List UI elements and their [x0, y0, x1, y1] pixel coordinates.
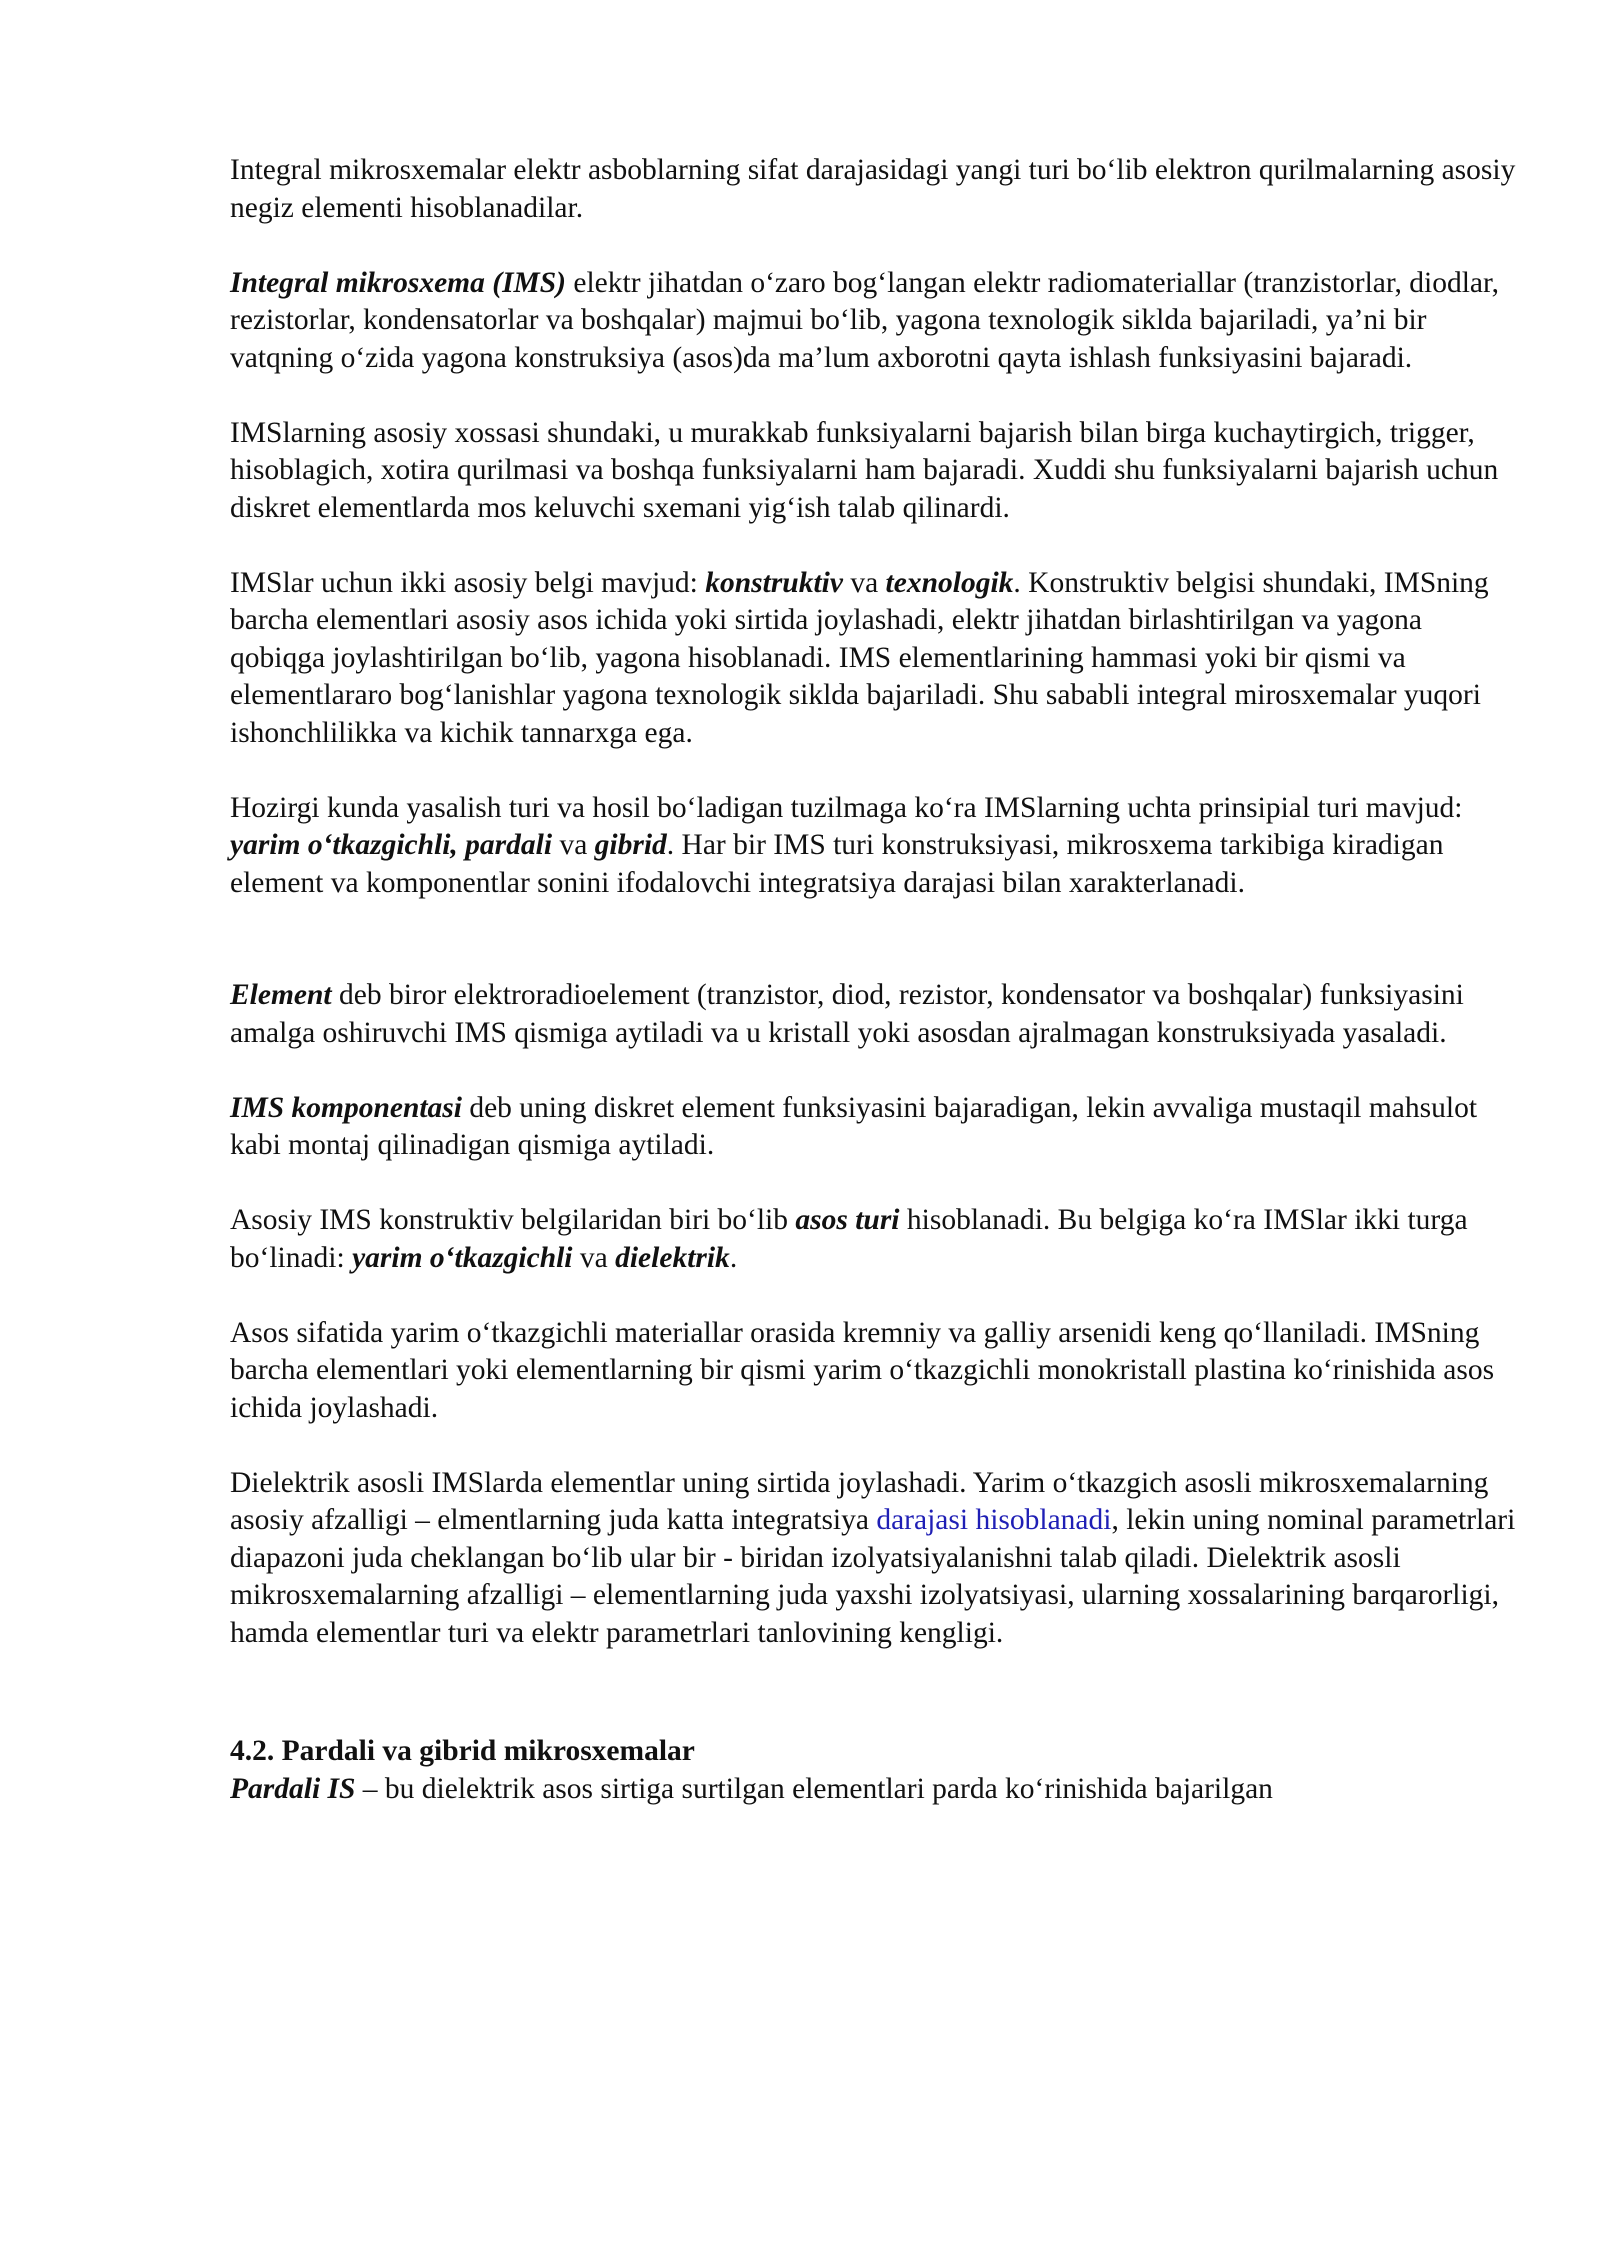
term-asos-turi: asos turi — [795, 1204, 900, 1236]
term-konstruktiv: konstruktiv — [705, 566, 843, 599]
term-yarim-pardali: yarim o‘tkazgichli, pardali — [230, 829, 553, 861]
term-gibrid: gibrid — [594, 829, 667, 861]
section-heading: 4.2. Pardali va gibrid mikrosxemalar — [230, 1735, 695, 1767]
term-ims-komponentasi: IMS komponentasi — [230, 1091, 462, 1124]
term-ims: Integral mikrosxema (IMS) — [230, 266, 567, 299]
term-yarim-otkazgichli: yarim o‘tkazgichli — [352, 1241, 573, 1274]
paragraph-intro: Integral mikrosxemalar elektr asboblarning sifat darajasidagi yangi turi bo‘lib elektron qurilmalarning asosiy negiz elementi hisoblanadilar. — [230, 154, 1516, 224]
term-texnologik: texnologik — [885, 566, 1014, 599]
paragraph-base-type: Asosiy IMS konstruktiv belgilaridan biri bo‘lib asos turi hisoblanadi. Bu belgiga ko‘ra IMSlar ikki turga bo‘linadi: yarim o‘tkazgichli va dielektrik. — [230, 1204, 1468, 1274]
paragraph-element: Element deb biror elektroradioelement (tranzistor, diod, rezistor, kondensator va boshqalar) funksiyasini amalga oshiruvchi IMS qismiga aytiladi va u kristall yoki asosdan ajralmagan konstruksiyada yasaladi. — [230, 979, 1464, 1049]
document-body — [230, 152, 1520, 1808]
paragraph-ims-features: IMSlar uchun ikki asosiy belgi mavjud: konstruktiv va texnologik. Konstruktiv belgisi shundaki, IMSning barcha elementlari asosiy asos ichida yoki sirtida joylashadi, elektr jihatdan birlashtirilgan va yagona qobiqga joylashtirilgan bo‘lib, yagona hisoblanadi. IMS elementlarining hammasi yoki bir qismi va elementlararo bog‘lanishlar yagona texnologik siklda bajariladi. Shu sababli integral mirosxemalar yuqori ishonchlilikka va kichik tannarxga ega. — [230, 566, 1489, 749]
paragraph-ims-definition: Integral mikrosxema (IMS) elektr jihatdan o‘zaro bog‘langan elektr radiomateriallar (tranzistorlar, diodlar, rezistorlar, kondensatorlar va boshqalar) majmui bo‘lib, yagona texnologik siklda bajariladi, ya’ni bir vatqning o‘zida yagona konstruksiya (asos)da ma’lum axborotni qayta ishlash funksiyasini bajaradi. — [230, 266, 1500, 374]
term-pardali-is: Pardali IS — [230, 1772, 356, 1805]
spacer — [230, 902, 1520, 977]
paragraph-dielectric-base: Dielektrik asosli IMSlarda elementlar uning sirtida joylashadi. Yarim o‘tkazgich asosli mikrosxemalarning asosiy afzalligi – elmentlarning juda katta integratsiya darajasi hisoblanadi, lekin uning nominal parametrlari diapazoni juda cheklangan bo‘lib ular bir - biridan izolyatsiyalanishni talab qiladi. Dielektrik asosli mikrosxemalarning afzalligi – elementlarning juda yaxshi izolyatsiyasi, ularning xossalarining barqarorligi, hamda elementlar turi va elektr parametrlari tanlovining kengligi. — [230, 1466, 1516, 1649]
paragraph-component: IMS komponentasi deb uning diskret element funksiyasini bajaradigan, lekin avvaliga mustaqil mahsulot kabi montaj qilinadigan qismiga aytiladi. — [230, 1091, 1478, 1161]
paragraph-ims-property: IMSlarning asosiy xossasi shundaki, u murakkab funksiyalarni bajarish bilan birga kuchaytirgich, trigger, hisoblagich, xotira qurilmasi va boshqa funksiyalarni ham bajaradi. Xuddi shu funksiyalarni bajarish uchun diskret elementlarda mos keluvchi sxemani yig‘ish talab qilinardi. — [230, 416, 1499, 524]
paragraph-semiconductor-base: Asos sifatida yarim o‘tkazgichli materiallar orasida kremniy va galliy arsenidi keng qo‘llaniladi. IMSning barcha elementlari yoki elementlarning bir qismi yarim o‘tkazgichli monokristall plastina ko‘rinishida asos ichida joylashadi. — [230, 1316, 1495, 1424]
term-element: Element — [230, 979, 332, 1011]
term-dielektrik: dielektrik — [615, 1241, 730, 1274]
spacer — [230, 1652, 1520, 1733]
hyperlink-darajasi[interactable]: darajasi hisoblanadi — [876, 1504, 1112, 1536]
paragraph-pardali-is: Pardali IS – bu dielektrik asos sirtiga surtilgan elementlari parda ko‘rinishida bajarilgan — [230, 1772, 1273, 1805]
paragraph-ims-types: Hozirgi kunda yasalish turi va hosil bo‘ladigan tuzilmaga ko‘ra IMSlarning uchta prinsipial turi mavjud: yarim o‘tkazgichli, pardali va gibrid. Har bir IMS turi konstruksiyasi, mikrosxema tarkibiga kiradigan element va komponentlar sonini ifodalovchi integratsiya darajasi bilan xarakterlanadi. — [230, 791, 1463, 899]
